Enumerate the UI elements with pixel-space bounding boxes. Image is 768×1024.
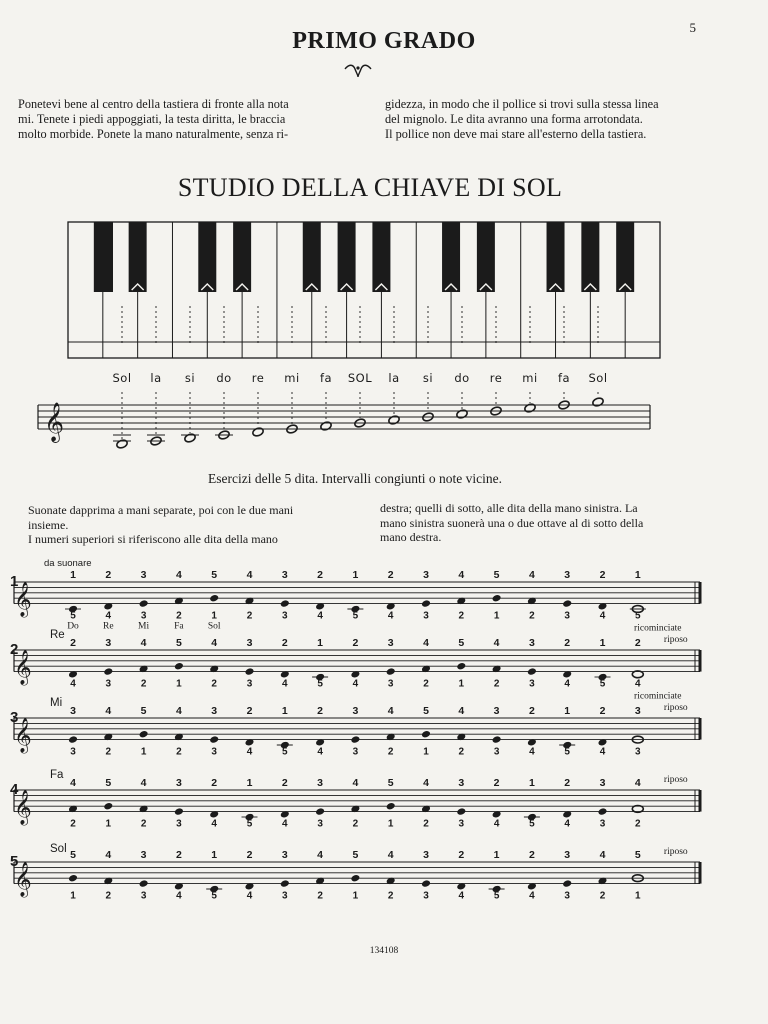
fingering-top: 1 <box>599 637 606 649</box>
fingering-top: 3 <box>281 849 288 861</box>
fingering-bottom: 5 <box>282 746 288 758</box>
fingering-top: 4 <box>175 705 182 717</box>
staff-label: Re <box>50 629 65 641</box>
fingering-top: 5 <box>493 569 500 581</box>
fingering-top: 3 <box>458 777 465 789</box>
fingering-top: 3 <box>564 849 571 861</box>
fingering-top: 3 <box>281 569 288 581</box>
note-head <box>68 874 78 883</box>
staff-label: Sol <box>50 843 67 855</box>
black-key <box>616 222 634 292</box>
fingering-bottom: 3 <box>564 890 570 902</box>
keyboard-note-label: fa <box>319 371 333 385</box>
fingering-top: 2 <box>281 777 288 789</box>
note-head <box>562 599 572 608</box>
fingering-top: 3 <box>352 705 359 717</box>
fingering-bottom: 2 <box>176 746 182 758</box>
fingering-bottom: 2 <box>423 678 429 690</box>
fingering-top: 4 <box>175 569 182 581</box>
fingering-top: 5 <box>105 777 112 789</box>
note-head <box>421 730 431 739</box>
note-head <box>245 667 255 676</box>
page-title: PRIMO GRADO <box>292 28 476 54</box>
exercise-intro-line: mano destra. <box>380 530 442 544</box>
fingering-top: 4 <box>423 777 429 789</box>
black-key <box>129 222 147 292</box>
black-key <box>547 222 565 292</box>
fingering-bottom: 1 <box>211 610 217 622</box>
fingering-top: 2 <box>599 569 606 581</box>
treble-clef-icon: 𝄞 <box>14 651 32 684</box>
keyboard-note-label: la <box>150 371 162 385</box>
fingering-bottom: 5 <box>211 890 217 902</box>
fingering-bottom: 3 <box>70 746 76 758</box>
fingering-bottom: 4 <box>387 610 394 622</box>
note-head <box>209 735 219 744</box>
rest-instruction: riposo <box>663 847 688 857</box>
fingering-bottom: 3 <box>140 890 147 902</box>
fingering-bottom: 4 <box>105 610 112 622</box>
note-name: Do <box>67 621 79 632</box>
treble-clef-icon: 𝄞 <box>14 791 32 824</box>
fingering-bottom: 2 <box>140 678 147 690</box>
fingering-top: 4 <box>70 777 76 789</box>
note-name: Re <box>103 621 114 632</box>
fingering-bottom: 2 <box>458 746 465 758</box>
intro-right-line: del mignolo. Le dita avranno una forma arrotondata. <box>385 112 643 126</box>
fingering-bottom: 2 <box>599 890 606 902</box>
fingering-bottom: 4 <box>599 746 606 758</box>
note-head <box>280 599 290 608</box>
section-title: STUDIO DELLA CHIAVE DI SOL <box>177 173 563 202</box>
exercise-intro-left <box>28 503 333 547</box>
fingering-top: 2 <box>387 569 394 581</box>
fingering-bottom: 4 <box>70 678 76 690</box>
intro-right-line: gidezza, in modo che il pollice si trovi sulla stessa linea <box>385 97 659 111</box>
black-key <box>233 222 251 292</box>
fingering-bottom: 3 <box>529 678 535 690</box>
fingering-bottom: 3 <box>105 678 112 690</box>
fingering-bottom: 2 <box>211 678 217 690</box>
fingering-top: 2 <box>493 777 500 789</box>
piano-keyboard <box>68 222 660 358</box>
fingering-top: 3 <box>564 569 571 581</box>
fingering-bottom: 3 <box>176 818 182 830</box>
fingering-bottom: 2 <box>105 890 112 902</box>
repeat-instruction: ricominciate <box>634 691 682 702</box>
fingering-top: 4 <box>458 705 465 717</box>
fingering-top: 2 <box>317 705 324 717</box>
fingering-bottom: 1 <box>70 890 76 902</box>
fingering-bottom: 3 <box>387 678 394 690</box>
fingering-bottom: 5 <box>246 818 253 830</box>
fingering-bottom: 3 <box>564 610 570 622</box>
note-head <box>103 802 113 811</box>
fingering-top: 3 <box>493 705 500 717</box>
treble-clef-icon: 𝄞 <box>44 403 65 441</box>
fingering-bottom: 1 <box>423 746 429 758</box>
fingering-top: 5 <box>352 849 359 861</box>
fingering-bottom: 3 <box>423 610 429 622</box>
black-key <box>95 222 113 292</box>
fingering-bottom: 2 <box>352 818 359 830</box>
fingering-top: 5 <box>423 705 429 717</box>
fingering-top: 1 <box>317 637 324 649</box>
fingering-bottom: 1 <box>635 890 641 902</box>
keyboard-note-label: la <box>388 371 400 385</box>
fingering-top: 2 <box>528 705 535 717</box>
fingering-bottom: 1 <box>176 678 182 690</box>
staff-number: 4 <box>10 781 19 798</box>
note-head <box>139 879 149 888</box>
staff-label: da suonare <box>44 558 92 569</box>
exercise-staves <box>0 550 768 930</box>
keyboard-note-label: re <box>489 371 503 385</box>
whole-note <box>592 397 604 407</box>
staff-number: 3 <box>10 709 19 726</box>
fingering-bottom: 5 <box>564 746 570 758</box>
intro-right-column <box>385 97 695 142</box>
fingering-bottom: 3 <box>458 818 465 830</box>
rest-instruction: riposo <box>663 775 688 785</box>
fingering-top: 4 <box>246 569 253 581</box>
fingering-bottom: 5 <box>599 678 606 690</box>
note-head <box>68 735 78 744</box>
note-head <box>139 599 149 608</box>
rest-instruction: riposo <box>663 703 688 713</box>
fingering-bottom: 2 <box>493 678 500 690</box>
black-key <box>338 222 356 292</box>
fingering-bottom: 3 <box>246 678 253 690</box>
whole-note <box>252 427 264 437</box>
whole-note <box>116 439 128 449</box>
exercise-intro-line: insieme. <box>28 517 69 532</box>
fingering-bottom: 1 <box>458 678 465 690</box>
fingering-bottom: 2 <box>458 610 465 622</box>
fingering-top: 2 <box>281 637 288 649</box>
keyboard-note-label: mi <box>522 371 538 385</box>
treble-clef-icon: 𝄞 <box>14 583 32 616</box>
fingering-bottom: 4 <box>493 818 500 830</box>
treble-clef-icon: 𝄞 <box>14 719 32 752</box>
fingering-bottom: 1 <box>493 610 500 622</box>
fingering-bottom: 2 <box>423 818 429 830</box>
fingering-top: 5 <box>140 705 147 717</box>
fingering-top: 3 <box>211 705 218 717</box>
fingering-bottom: 2 <box>176 610 182 622</box>
staff-number: 1 <box>10 573 19 590</box>
fingering-top: 3 <box>140 569 147 581</box>
intro-left-column <box>18 97 336 142</box>
fingering-bottom: 1 <box>387 818 394 830</box>
note-head <box>103 667 113 676</box>
fingering-top: 2 <box>528 849 535 861</box>
fingering-top: 1 <box>564 705 571 717</box>
fingering-bottom: 3 <box>599 818 606 830</box>
note-name: Sol <box>207 621 221 632</box>
fingering-top: 3 <box>175 777 182 789</box>
intro-left-line: Ponetevi bene al centro della tastiera di fronte alla nota <box>18 97 289 111</box>
fingering-bottom: 4 <box>564 818 570 830</box>
fingering-bottom: 5 <box>70 610 76 622</box>
note-head <box>421 599 431 608</box>
fingering-top: 3 <box>140 849 147 861</box>
keyboard-note-label: do <box>454 371 470 385</box>
black-key <box>581 222 599 292</box>
fingering-bottom: 3 <box>140 610 147 622</box>
fingering-bottom: 2 <box>387 890 394 902</box>
black-key <box>442 222 460 292</box>
fingering-bottom: 4 <box>458 890 465 902</box>
fingering-top: 5 <box>634 849 641 861</box>
fingering-top: 1 <box>211 849 218 861</box>
keyboard-note-label: si <box>422 371 434 385</box>
fingering-top: 4 <box>493 637 500 649</box>
fingering-bottom: 4 <box>246 746 253 758</box>
note-head <box>492 594 502 603</box>
fingering-top: 2 <box>70 637 76 649</box>
exercise-staff-5 <box>10 843 700 902</box>
fingering-bottom: 5 <box>317 678 323 690</box>
note-head <box>492 735 502 744</box>
fingering-top: 3 <box>105 637 112 649</box>
exercise-intro-line: mano sinistra suonerà una o due ottave al di sotto della <box>380 515 644 530</box>
fingering-top: 4 <box>634 777 641 789</box>
fingering-top: 4 <box>599 849 606 861</box>
fingering-top: 2 <box>211 777 218 789</box>
note-head <box>174 662 184 671</box>
note-head <box>598 807 608 816</box>
fingering-bottom: 2 <box>387 746 394 758</box>
intro-left-line: molto morbide. Ponete la mano naturalmente, senza ri- <box>18 127 289 141</box>
treble-staff-diagram <box>38 392 650 449</box>
fingering-top: 2 <box>175 849 182 861</box>
fingering-top: 1 <box>70 569 76 581</box>
note-name: Mi <box>138 621 150 632</box>
exercise-title: Esercizi delle 5 dita. Intervalli congiunti o note vicine. <box>208 471 502 486</box>
fingering-bottom: 5 <box>635 610 641 622</box>
exercise-staff-2 <box>10 629 700 702</box>
fingering-bottom: 4 <box>529 890 535 902</box>
fingering-top: 3 <box>246 637 253 649</box>
keyboard-note-label: mi <box>284 371 300 385</box>
fingering-top: 4 <box>387 849 394 861</box>
fingering-top: 2 <box>564 777 571 789</box>
whole-note <box>388 415 400 425</box>
fingering-bottom: 3 <box>352 746 359 758</box>
fingering-top: 4 <box>352 777 359 789</box>
note-head <box>562 879 572 888</box>
fingering-top: 1 <box>528 777 535 789</box>
keyboard-note-labels <box>112 306 607 385</box>
exercise-intro-line: Suonate dapprima a mani separate, poi con le due mani <box>28 503 294 517</box>
fingering-top: 2 <box>317 569 324 581</box>
fingering-top: 1 <box>246 777 253 789</box>
fingering-top: 2 <box>634 637 641 649</box>
note-head <box>174 807 184 816</box>
note-head <box>315 807 325 816</box>
fingering-top: 2 <box>246 849 253 861</box>
fingering-top: 4 <box>105 849 112 861</box>
fingering-bottom: 2 <box>317 890 323 902</box>
fingering-top: 5 <box>458 637 465 649</box>
exercise-intro-line: I numeri superiori si riferiscono alle dita della mano <box>28 532 278 546</box>
fingering-top: 4 <box>317 849 324 861</box>
note-head <box>386 667 396 676</box>
keyboard-note-label: Sol <box>588 371 608 385</box>
exercise-intro-line: destra; quelli di sotto, alle dita della mano sinistra. La <box>380 501 638 515</box>
fingering-top: 5 <box>211 569 218 581</box>
staff-label: Mi <box>50 697 63 709</box>
rest-instruction: riposo <box>663 635 688 645</box>
fingering-bottom: 5 <box>352 610 359 622</box>
black-key <box>477 222 495 292</box>
exercise-staff-3 <box>10 697 700 758</box>
note-head <box>386 802 396 811</box>
keyboard-note-label: Sol <box>112 371 132 385</box>
fingering-bottom: 4 <box>529 746 535 758</box>
whole-note <box>456 409 468 419</box>
fingering-top: 4 <box>458 569 465 581</box>
note-name: Fa <box>174 621 184 632</box>
fingering-top: 5 <box>175 637 182 649</box>
fingering-bottom: 3 <box>282 890 288 902</box>
staff-number: 2 <box>10 641 19 658</box>
intro-right-line: Il pollice non deve mai stare all'esterno della tastiera. <box>385 127 647 141</box>
fingering-top: 2 <box>458 849 465 861</box>
staff-label: Fa <box>50 769 64 781</box>
keyboard-outline <box>68 222 660 358</box>
fingering-bottom: 4 <box>211 818 217 830</box>
fingering-top: 2 <box>105 569 112 581</box>
fingering-bottom: 4 <box>564 678 570 690</box>
fingering-bottom: 3 <box>282 610 288 622</box>
black-key <box>372 222 390 292</box>
fingering-top: 3 <box>423 849 429 861</box>
note-head <box>280 879 290 888</box>
fingering-bottom: 3 <box>317 818 323 830</box>
fingering-bottom: 4 <box>282 818 288 830</box>
fingering-top: 5 <box>387 777 394 789</box>
exercise-staff-4 <box>10 769 700 830</box>
note-head <box>350 735 360 744</box>
fingering-top: 4 <box>528 569 535 581</box>
exercise-intro-right <box>380 501 690 545</box>
fingering-bottom: 4 <box>352 678 359 690</box>
fingering-top: 3 <box>423 569 429 581</box>
exercise-staff-1 <box>10 558 700 634</box>
fingering-bottom: 5 <box>493 890 500 902</box>
keyboard-note-label: si <box>184 371 196 385</box>
keyboard-note-label: re <box>251 371 265 385</box>
note-head <box>350 874 360 883</box>
fingering-bottom: 4 <box>317 746 323 758</box>
fingering-top: 4 <box>211 637 218 649</box>
keyboard-note-label: SOL <box>347 371 373 385</box>
fingering-top: 1 <box>352 569 359 581</box>
note-head <box>456 662 466 671</box>
fingering-bottom: 3 <box>423 890 429 902</box>
note-head <box>139 730 149 739</box>
black-key <box>198 222 216 292</box>
fingering-top: 2 <box>352 637 359 649</box>
fingering-top: 2 <box>246 705 253 717</box>
whole-note <box>524 403 536 413</box>
keyboard-note-label: fa <box>557 371 571 385</box>
fingering-bottom: 4 <box>246 890 253 902</box>
fingering-bottom: 1 <box>105 818 112 830</box>
fingering-top: 3 <box>528 637 535 649</box>
fingering-bottom: 2 <box>635 818 641 830</box>
fingering-bottom: 3 <box>211 746 217 758</box>
fingering-bottom: 4 <box>282 678 288 690</box>
page-number: 5 <box>689 20 696 35</box>
intro-left-line: mi. Tenete i piedi appoggiati, la testa diritta, le braccia <box>18 112 286 126</box>
fingering-bottom: 2 <box>70 818 76 830</box>
note-head <box>209 594 219 603</box>
fingering-top: 3 <box>317 777 324 789</box>
fingering-top: 4 <box>140 637 147 649</box>
treble-clef-icon: 𝄞 <box>14 863 32 896</box>
fingering-top: 2 <box>564 637 571 649</box>
fingering-top: 3 <box>599 777 606 789</box>
note-head <box>527 667 537 676</box>
whole-note <box>320 421 332 431</box>
keyboard-diagram <box>0 210 768 460</box>
fingering-bottom: 1 <box>352 890 359 902</box>
fingering-bottom: 4 <box>635 678 641 690</box>
fingering-bottom: 2 <box>105 746 112 758</box>
fingering-bottom: 3 <box>493 746 500 758</box>
fingering-top: 3 <box>634 705 641 717</box>
fingering-bottom: 2 <box>246 610 253 622</box>
repeat-instruction: ricominciate <box>634 623 682 634</box>
fingering-top: 5 <box>70 849 76 861</box>
fingering-bottom: 2 <box>529 610 535 622</box>
fingering-top: 1 <box>281 705 288 717</box>
fingering-bottom: 2 <box>140 818 147 830</box>
fingering-top: 4 <box>105 705 112 717</box>
fingering-bottom: 4 <box>317 610 323 622</box>
fingering-top: 4 <box>387 705 394 717</box>
fingering-bottom: 5 <box>529 818 535 830</box>
fingering-bottom: 1 <box>140 746 147 758</box>
fingering-top: 2 <box>599 705 606 717</box>
fingering-bottom: 4 <box>599 610 606 622</box>
fingering-top: 4 <box>140 777 147 789</box>
catalog-code: 134108 <box>369 946 399 956</box>
keyboard-note-label: do <box>216 371 232 385</box>
fingering-bottom: 3 <box>635 746 641 758</box>
fingering-top: 1 <box>634 569 641 581</box>
fingering-top: 3 <box>70 705 76 717</box>
staff-number: 5 <box>10 853 19 870</box>
black-key <box>303 222 321 292</box>
fingering-top: 3 <box>387 637 394 649</box>
whole-note <box>184 433 196 443</box>
note-head <box>456 807 466 816</box>
ornament-icon <box>343 63 373 79</box>
note-head <box>421 879 431 888</box>
fingering-top: 1 <box>493 849 500 861</box>
fingering-bottom: 4 <box>176 890 182 902</box>
fingering-top: 4 <box>423 637 429 649</box>
